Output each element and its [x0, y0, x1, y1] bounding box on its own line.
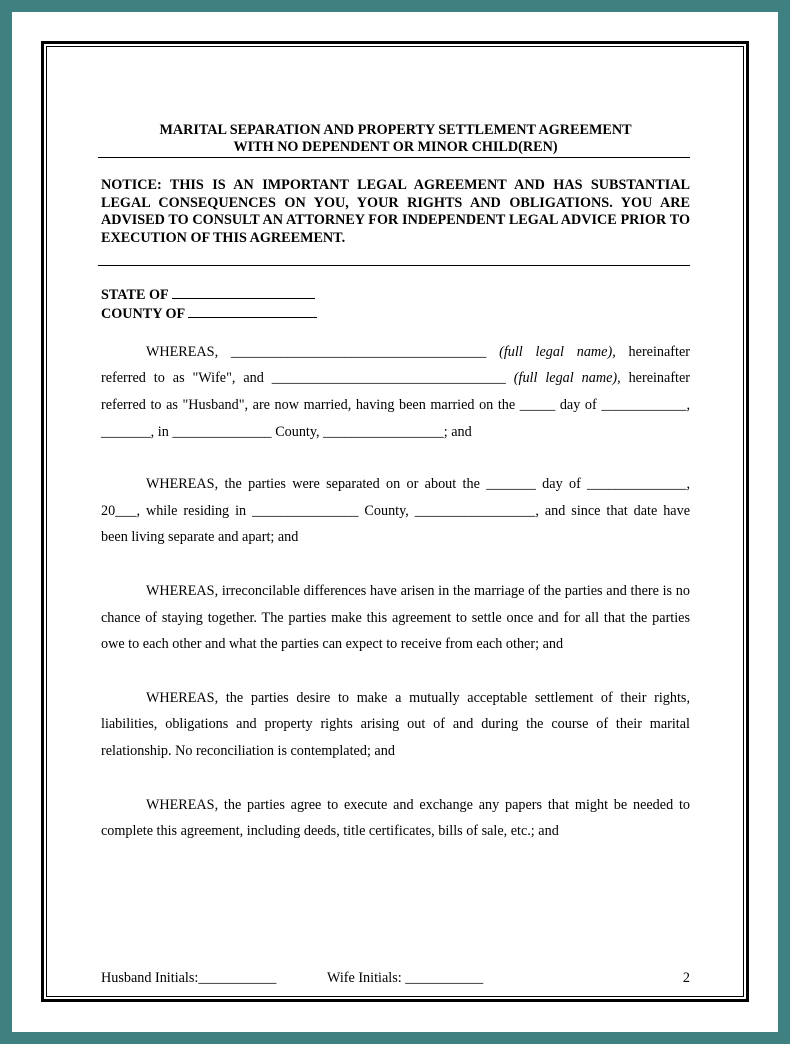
- whereas-paragraph-2: WHEREAS, the parties were separated on or about the _______ day of ______________, 20___, while residing in _______________ County, _________________, and since that date have been living separate and apart; and: [101, 476, 690, 546]
- whereas-paragraph-5: WHEREAS, the parties agree to execute and exchange any papers that might be needed to complete this agreement, including deeds, title certificates, bills of sale, etc.; and: [101, 796, 690, 840]
- page-footer: [101, 969, 690, 987]
- notice-rule: [98, 265, 690, 266]
- p1-full-legal-name-wife: (full legal name),: [499, 343, 616, 360]
- p1-full-legal-name-husband: (full legal name),: [513, 370, 621, 387]
- husband-initials[interactable]: Husband Initials:___________: [101, 970, 277, 986]
- title-line-2: WITH NO DEPENDENT OR MINOR CHILD(REN): [233, 139, 558, 155]
- state-label: STATE OF: [101, 286, 169, 303]
- p1-segment: hereinafter referred to as "Wife", and _________________________________: [101, 343, 690, 387]
- p1-segment: WHEREAS, ____________________________________: [146, 343, 500, 360]
- notice-text: NOTICE: THIS IS AN IMPORTANT LEGAL AGREEMENT AND HAS SUBSTANTIAL LEGAL CONSEQUENCES ON YOU, YOUR RIGHTS AND OBLIGATIONS. YOU ARE ADVISED TO CONSULT AN ATTORNEY FOR INDEPENDENT LEGAL ADVICE PRIOR TO EXECUTION OF THIS AGREEMENT.: [101, 177, 690, 247]
- wife-initials[interactable]: Wife Initials: ___________: [327, 970, 484, 986]
- title-rule: [98, 157, 690, 158]
- venue-block: [101, 285, 690, 324]
- county-blank[interactable]: [188, 304, 317, 318]
- county-line: [101, 304, 690, 324]
- whereas-paragraph-1: [101, 339, 690, 445]
- p1-segment: hereinafter referred to as "Husband", are now married, having been married on the _____ day of ____________, _______, in ______________ County, _________________; and: [101, 370, 691, 440]
- whereas-paragraph-3: WHEREAS, irreconcilable differences have arisen in the marriage of the parties and there is no chance of staying together. The parties make this agreement to settle once and for all that the parties owe to each other and what the parties can expect to receive from each other; and: [101, 582, 690, 653]
- page-number: 2: [682, 970, 690, 986]
- county-label: COUNTY OF: [101, 306, 185, 323]
- document-title: [101, 122, 690, 156]
- document-body: [101, 122, 690, 845]
- state-line: [101, 285, 690, 305]
- whereas-paragraph-4: WHEREAS, the parties desire to make a mutually acceptable settlement of their rights, liabilities, obligations and property rights arising out of and during the course of their marital relationship. No reconciliation is contemplated; and: [101, 689, 690, 759]
- state-blank[interactable]: [172, 285, 315, 299]
- title-line-1: MARITAL SEPARATION AND PROPERTY SETTLEMENT AGREEMENT: [159, 122, 632, 138]
